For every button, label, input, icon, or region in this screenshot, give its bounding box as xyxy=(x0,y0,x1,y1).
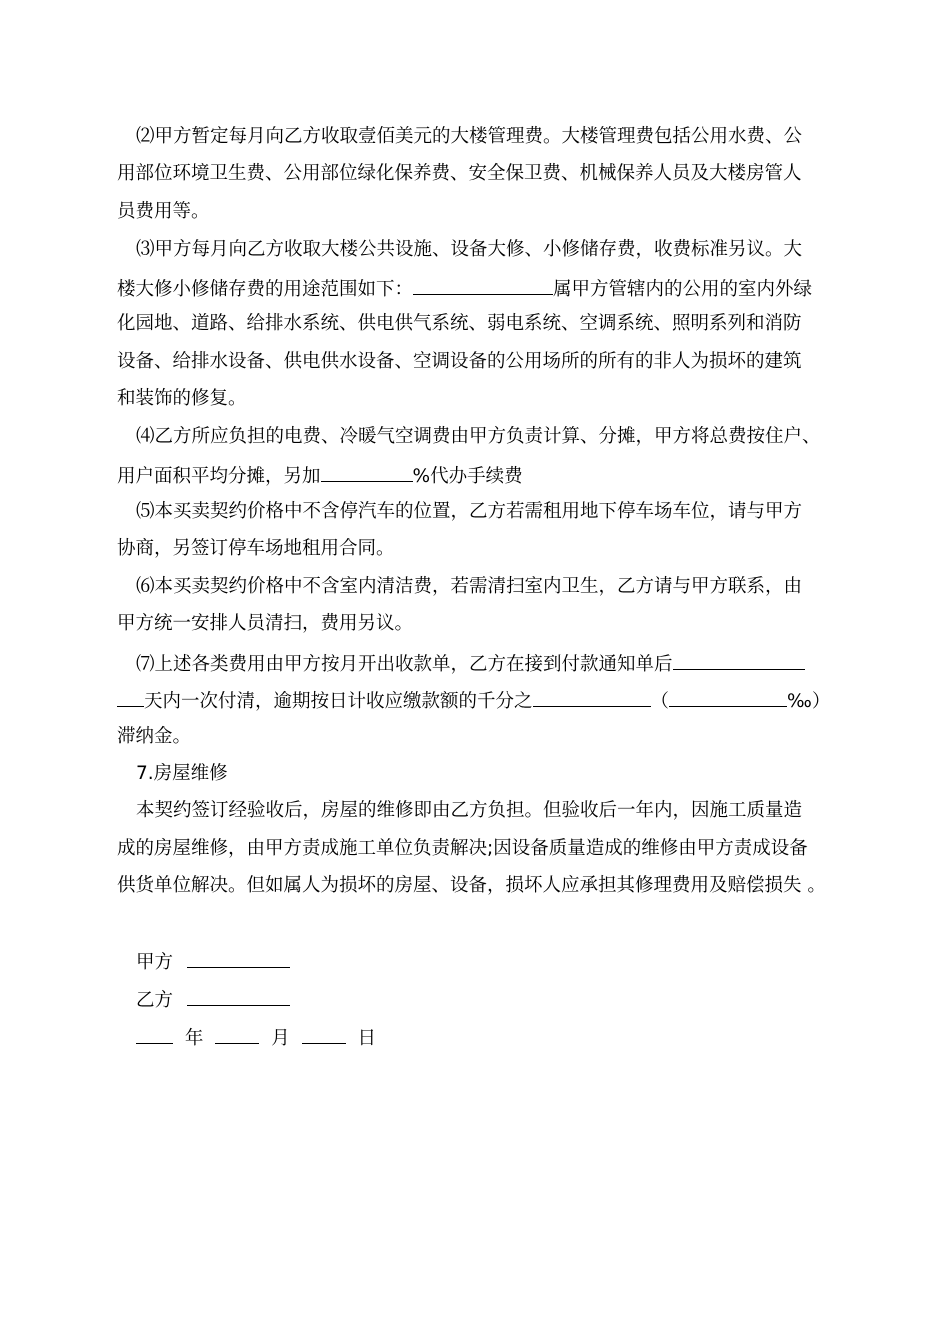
para-4-line-2 xyxy=(117,455,523,492)
blank-field[interactable] xyxy=(533,680,651,707)
para-2-line-1: ⑵甲方暂定每月向乙方收取壹佰美元的大楼管理费。大楼管理费包括公用水费、公 xyxy=(136,126,803,147)
section-7-line-2: 成的房屋维修，由甲方责成施工单位负责解决;因设备质量造成的维修由甲方责成设备 xyxy=(117,838,808,859)
party-b-label: 乙方 xyxy=(136,990,174,1011)
blank-field[interactable] xyxy=(673,643,805,670)
para-6-line-2: 甲方统一安排人员清扫，费用另议。 xyxy=(117,613,414,634)
para-4-line-1: ⑷乙方所应负担的电费、冷暖气空调费由甲方负责计算、分摊，甲方将总费按住户、 xyxy=(136,426,821,447)
para-3-line-5: 和装饰的修复。 xyxy=(117,388,247,409)
month-field[interactable] xyxy=(215,1017,259,1044)
signature-date xyxy=(136,1017,376,1054)
para-5-line-1: ⑸本买卖契约价格中不含停汽车的位置，乙方若需租用地下停车场车位，请与甲方 xyxy=(136,501,803,522)
para-3-line-1: ⑶甲方每月向乙方收取大楼公共设施、设备大修、小修储存费，收费标准另议。大 xyxy=(136,239,803,260)
para-7-line-1 xyxy=(136,643,805,680)
para-3-line-4: 设备、给排水设备、供电供水设备、空调设备的公用场所的所有的非人为损坏的建筑 xyxy=(117,351,802,372)
section-7-line-3: 供货单位解决。但如属人为损坏的房屋、设备，损坏人应承担其修理费用及赔偿损失 。 xyxy=(117,875,826,896)
party-a-signature-field[interactable] xyxy=(187,941,290,968)
para-7-line-3: 滞纳金。 xyxy=(117,726,192,747)
para-7-line-2 xyxy=(117,680,830,717)
party-a-label: 甲方 xyxy=(136,952,174,973)
day-label: 日 xyxy=(357,1028,376,1049)
para-2-line-2: 用部位环境卫生费、公用部位绿化保养费、安全保卫费、机械保养人员及大楼房管人 xyxy=(117,163,802,184)
year-field[interactable] xyxy=(136,1017,173,1044)
year-label: 年 xyxy=(184,1028,204,1049)
para-2-line-3: 员费用等。 xyxy=(117,201,210,222)
blank-field[interactable] xyxy=(321,455,413,482)
section-7-line-1: 本契约签订经验收后，房屋的维修即由乙方负担。但验收后一年内，因施工质量造 xyxy=(136,800,803,821)
section-7-heading: 7.房屋维修 xyxy=(136,763,228,784)
para-7-line-2-text-b: （ xyxy=(650,691,670,712)
para-3-line-2-text-b: 属甲方管辖内的公用的室内外绿 xyxy=(553,279,813,300)
party-b-signature-field[interactable] xyxy=(187,979,290,1006)
blank-field[interactable] xyxy=(117,680,144,707)
para-4-line-2-text-b: %代办手续费 xyxy=(412,466,523,487)
para-7-line-2-text-c: ‰） xyxy=(787,691,831,712)
para-7-line-2-text-a: 天内一次付清，逾期按日计收应缴款额的千分之 xyxy=(144,691,533,712)
para-3-line-3: 化园地、道路、给排水系统、供电供气系统、弱电系统、空调系统、照明系列和消防 xyxy=(117,313,802,334)
para-6-line-1: ⑹本买卖契约价格中不含室内清洁费，若需清扫室内卫生，乙方请与甲方联系，由 xyxy=(136,576,803,597)
para-3-line-2-text-a: 楼大修小修储存费的用途范围如下： xyxy=(117,279,414,300)
blank-field[interactable] xyxy=(413,268,553,295)
para-7-line-1-text: ⑺上述各类费用由甲方按月开出收款单，乙方在接到付款通知单后 xyxy=(136,654,673,675)
month-label: 月 xyxy=(271,1028,290,1049)
signature-party-a xyxy=(136,941,290,978)
blank-field[interactable] xyxy=(669,680,787,707)
para-5-line-2: 协商，另签订停车场地租用合同。 xyxy=(117,538,395,559)
para-3-line-2 xyxy=(117,268,812,305)
para-4-line-2-text-a: 用户面积平均分摊，另加 xyxy=(117,466,321,487)
day-field[interactable] xyxy=(302,1017,346,1044)
signature-party-b xyxy=(136,979,290,1016)
